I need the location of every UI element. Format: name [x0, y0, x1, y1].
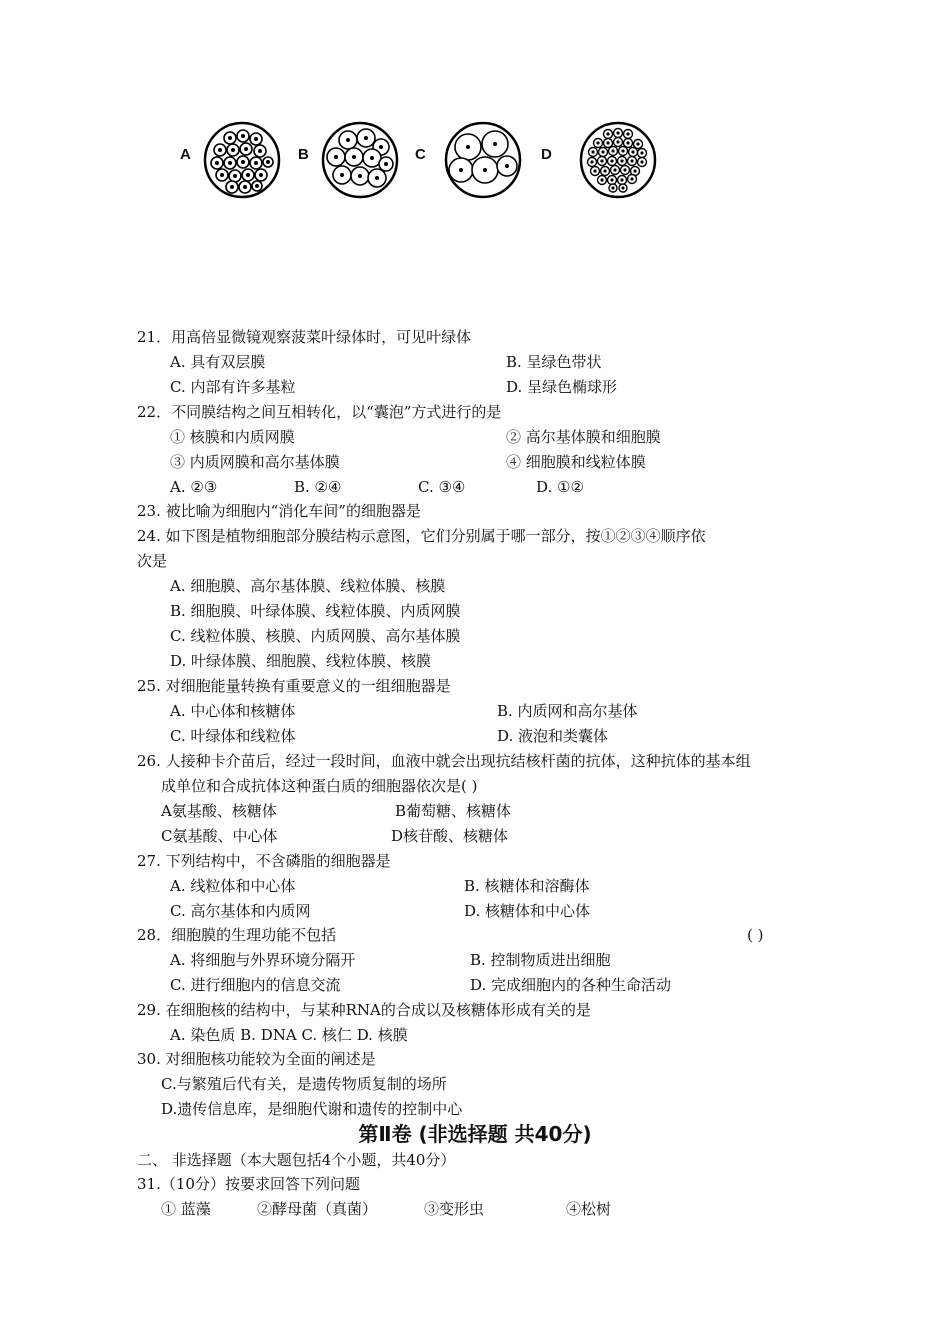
q22-option-c: C. ③④ — [418, 478, 466, 496]
q26-stem-line1: 26. 人接种卡介苗后，经过一段时间，血液中就会出现抗结核杆菌的抗体，这种抗体的基本组 — [137, 752, 751, 770]
q22-item-1: ① 核膜和内质网膜 — [170, 428, 295, 446]
q30-option-d: D.遗传信息库，是细胞代谢和遗传的控制中心 — [161, 1100, 463, 1118]
cell-disk-c — [443, 120, 523, 200]
q28-answer-blank: ( ) — [747, 926, 764, 944]
q22-item-4: ④ 细胞膜和线粒体膜 — [506, 453, 646, 471]
q22-stem: 22．不同膜结构之间互相转化，以“囊泡”方式进行的是 — [137, 403, 502, 421]
q26-option-d: D核苷酸、核糖体 — [391, 827, 509, 845]
q26-option-c: C氨基酸、中心体 — [161, 827, 278, 845]
q26-option-a: A氨基酸、核糖体 — [161, 802, 277, 820]
q28-stem: 28．细胞膜的生理功能不包括 — [137, 926, 337, 944]
q31-item-1: ① 蓝藻 — [161, 1200, 211, 1218]
q27-option-d: D. 核糖体和中心体 — [464, 902, 591, 920]
part2-heading: 二、 非选择题（本大题包括4个小题，共40分） — [137, 1151, 456, 1169]
part2-title: 第Ⅱ卷 (非选择题 共40分) — [358, 1122, 592, 1146]
q24-option-a: A. 细胞膜、高尔基体膜、线粒体膜、核膜 — [170, 577, 446, 595]
q29-stem: 29. 在细胞核的结构中，与某种RNA的合成以及核糖体形成有关的是 — [137, 1001, 591, 1019]
figure-label-c: C — [415, 146, 426, 163]
q26-stem-line2: 成单位和合成抗体这种蛋白质的细胞器依次是( ) — [161, 777, 478, 795]
cell-size-figure — [0, 0, 950, 260]
q28-option-b: B. 控制物质进出细胞 — [470, 951, 611, 969]
q24-stem-line2: 次是 — [137, 552, 168, 570]
q28-option-a: A. 将细胞与外界环境分隔开 — [170, 951, 356, 969]
q27-option-b: B. 核糖体和溶酶体 — [464, 877, 590, 895]
q21-option-a: A. 具有双层膜 — [170, 353, 266, 371]
q25-option-a: A. 中心体和核糖体 — [170, 702, 296, 720]
q27-option-c: C. 高尔基体和内质网 — [170, 902, 311, 920]
cell-disk-d — [578, 120, 658, 200]
q21-option-d: D. 呈绿色椭球形 — [506, 378, 618, 396]
q25-option-b: B. 内质网和高尔基体 — [497, 702, 638, 720]
q22-option-d: D. ①② — [536, 478, 584, 496]
q24-stem-line1: 24. 如下图是植物细胞部分膜结构示意图，它们分别属于哪一部分，按①②③④顺序依 — [137, 527, 706, 545]
q26-option-b: B葡萄糖、核糖体 — [395, 802, 512, 820]
q21-option-c: C. 内部有许多基粒 — [170, 378, 296, 396]
q28-option-c: C. 进行细胞内的信息交流 — [170, 976, 341, 994]
q22-item-2: ② 高尔基体膜和细胞膜 — [506, 428, 661, 446]
figure-label-d: D — [541, 146, 552, 163]
cell-disk-a — [202, 120, 282, 200]
q25-option-c: C. 叶绿体和线粒体 — [170, 727, 296, 745]
q27-stem: 27. 下列结构中，不含磷脂的细胞器是 — [137, 852, 391, 870]
q22-option-a: A. ②③ — [170, 478, 218, 496]
q24-option-c: C. 线粒体膜、核膜、内质网膜、高尔基体膜 — [170, 627, 461, 645]
q24-option-d: D. 叶绿体膜、细胞膜、线粒体膜、核膜 — [170, 652, 432, 670]
q30-stem: 30. 对细胞核功能较为全面的阐述是 — [137, 1050, 376, 1068]
q21-option-b: B. 呈绿色带状 — [506, 353, 602, 371]
cell-disk-b — [320, 120, 400, 200]
q28-option-d: D. 完成细胞内的各种生命活动 — [470, 976, 672, 994]
q25-stem: 25. 对细胞能量转换有重要意义的一组细胞器是 — [137, 677, 451, 695]
q29-options: A. 染色质 B. DNA C. 核仁 D. 核膜 — [170, 1026, 408, 1044]
q31-item-4: ④松树 — [566, 1200, 612, 1218]
q22-option-b: B. ②④ — [294, 478, 342, 496]
q27-option-a: A. 线粒体和中心体 — [170, 877, 296, 895]
q30-option-c: C.与繁殖后代有关，是遗传物质复制的场所 — [161, 1075, 447, 1093]
q22-item-3: ③ 内质网膜和高尔基体膜 — [170, 453, 340, 471]
q31-item-3: ③变形虫 — [424, 1200, 485, 1218]
q21-stem: 21．用高倍显微镜观察菠菜叶绿体时，可见叶绿体 — [137, 328, 472, 346]
q31-stem: 31.（10分）按要求回答下列问题 — [137, 1175, 360, 1193]
q25-option-d: D. 液泡和类囊体 — [497, 727, 609, 745]
figure-label-b: B — [298, 146, 309, 163]
q31-item-2: ②酵母菌（真菌） — [257, 1200, 378, 1218]
figure-label-a: A — [180, 146, 191, 163]
q24-option-b: B. 细胞膜、叶绿体膜、线粒体膜、内质网膜 — [170, 602, 461, 620]
q23-stem: 23. 被比喻为细胞内“消化车间”的细胞器是 — [137, 502, 421, 520]
